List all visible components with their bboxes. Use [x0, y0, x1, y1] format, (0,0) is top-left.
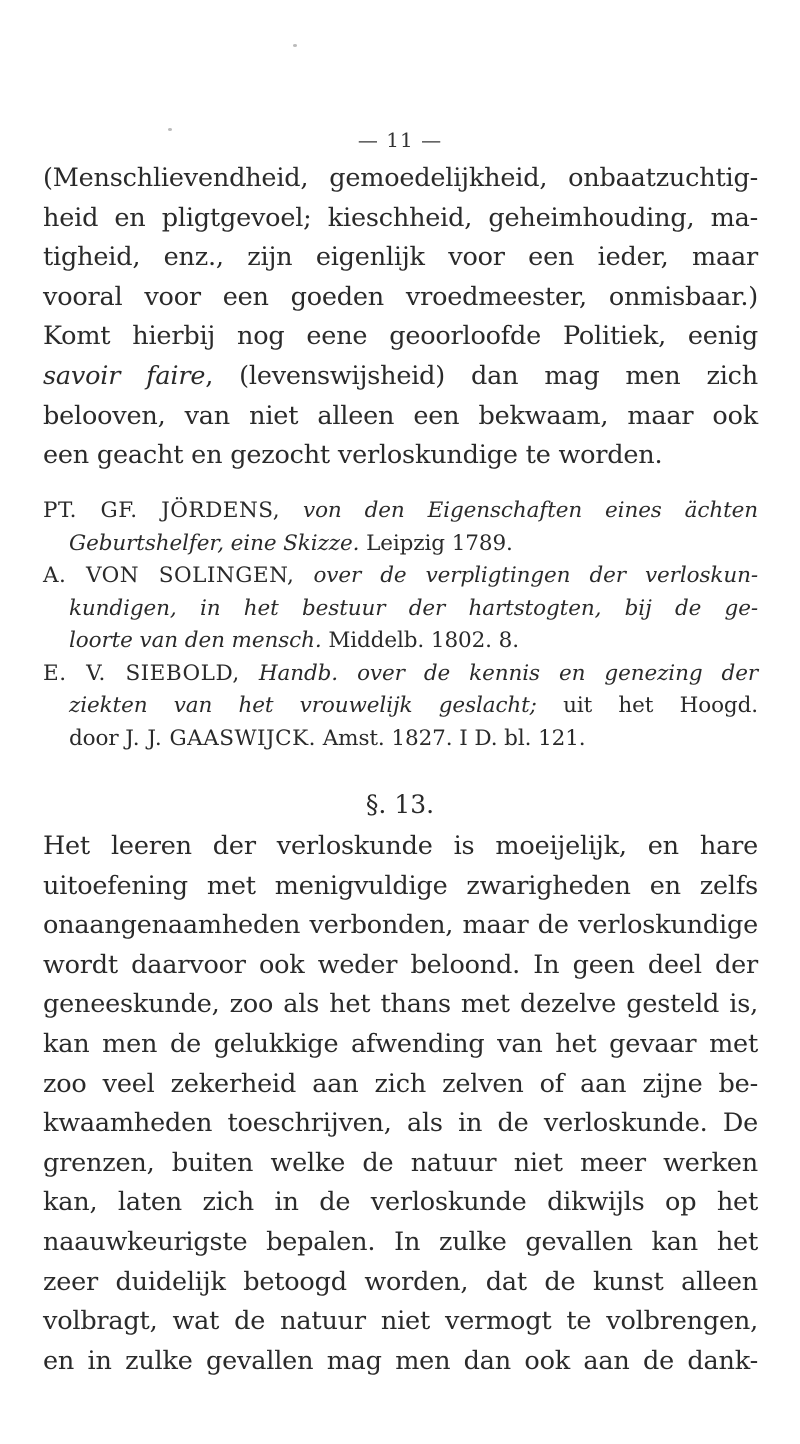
reference-2-cont: [43, 625, 758, 658]
reference-3-cont: [43, 723, 758, 756]
text-line: volbragt, wat de natuur niet vermogt te volbrengen,: [43, 1306, 758, 1337]
references: [43, 495, 758, 755]
text-line: zoo veel zekerheid aan zich zelven of aan zijne be-: [43, 1068, 758, 1099]
paragraph-2: [43, 827, 758, 1381]
text-line: en in zulke gevallen mag men dan ook aan de dank-: [43, 1345, 758, 1376]
italic-phrase: savoir faire: [43, 360, 206, 391]
ref-imprint: Middelb. 1802. 8.: [328, 628, 519, 653]
ref-author: PT. GF. JÖRDENS,: [43, 498, 281, 523]
text-line: kwaamheden toeschrijven, als in de verloskunde. De: [43, 1108, 758, 1139]
page-header: — 11 —: [357, 128, 443, 152]
text-line: kan, laten zich in de verloskunde dikwijls op het: [43, 1187, 758, 1218]
ref-imprint: Amst. 1827. I D. bl. 121.: [322, 725, 586, 751]
reference-2: [43, 560, 758, 593]
ref-author: E. V. SIEBOLD,: [43, 660, 240, 686]
ref-title: over de verpligtingen der verloskun-: [313, 563, 758, 588]
reference-1-cont: [43, 528, 758, 561]
text-line: belooven, van niet alleen een bekwaam, maar ook: [43, 400, 758, 431]
ref-title: loorte van den mensch.: [69, 628, 322, 653]
text-line: onaangenaamheden verbonden, maar de verloskundige: [43, 910, 758, 941]
text-line: kan men de gelukkige afwending van het gevaar met: [43, 1028, 758, 1059]
ref-title: ziekten van het vrouwelijk geslacht;: [69, 693, 537, 718]
ref-translator: J. J. GAASWIJCK.: [125, 725, 317, 751]
reference-3-cont: [43, 690, 758, 723]
text-run: , (levenswijsheid) dan mag men zich: [205, 360, 758, 391]
text-line: een geacht en gezocht verloskundige te worden.: [43, 440, 663, 471]
text-line: uitoefening met menigvuldige zwarigheden en zelfs: [43, 870, 758, 901]
ref-author: A. VON SOLINGEN,: [43, 563, 295, 588]
ref-imprint: door: [69, 725, 119, 751]
text-line: tigheid, enz., zijn eigenlijk voor een ieder, maar: [43, 242, 758, 273]
text-line: naauwkeurigste bepalen. In zulke gevallen kan het: [43, 1226, 758, 1257]
paragraph-1: [43, 159, 758, 476]
section-heading: §. 13.: [365, 790, 435, 819]
ref-title: kundigen, in het bestuur der hartstogten, bij de ge-: [69, 595, 758, 621]
text-line: vooral voor een goeden vroedmeester, onmisbaar.): [43, 281, 758, 312]
paper-speck: [293, 44, 297, 47]
ref-title: Handb. over de kennis en genezing der: [258, 660, 759, 686]
text-line: zeer duidelijk betoogd worden, dat de kunst alleen: [43, 1266, 758, 1297]
reference-3: [43, 658, 758, 691]
text-line: Het leeren der verloskunde is moeijelijk, en hare: [43, 831, 758, 861]
ref-title: von den Eigenschaften eines ächten: [303, 498, 758, 523]
text-line: Komt hierbij nog eene geoorloofde Politiek, eenig: [43, 321, 758, 352]
reference-1: [43, 495, 758, 528]
ref-title: Geburtshelfer, eine Skizze.: [69, 530, 360, 556]
ref-imprint: uit het Hoogd.: [563, 693, 758, 718]
text-line: wordt daarvoor ook weder beloond. In geen deel der: [43, 949, 758, 980]
text-line: grenzen, buiten welke de natuur niet meer werken: [43, 1147, 758, 1178]
text-line: geneeskunde, zoo als het thans met dezelve gesteld is,: [43, 989, 758, 1020]
ref-imprint: Leipzig 1789.: [366, 530, 513, 556]
text-line: heid en pligtgevoel; kieschheid, geheimhouding, ma-: [43, 202, 758, 233]
text-line: [43, 357, 758, 397]
text-line: (Menschlievendheid, gemoedelijkheid, onbaatzuchtig-: [43, 163, 758, 193]
reference-2-cont: [43, 593, 758, 626]
